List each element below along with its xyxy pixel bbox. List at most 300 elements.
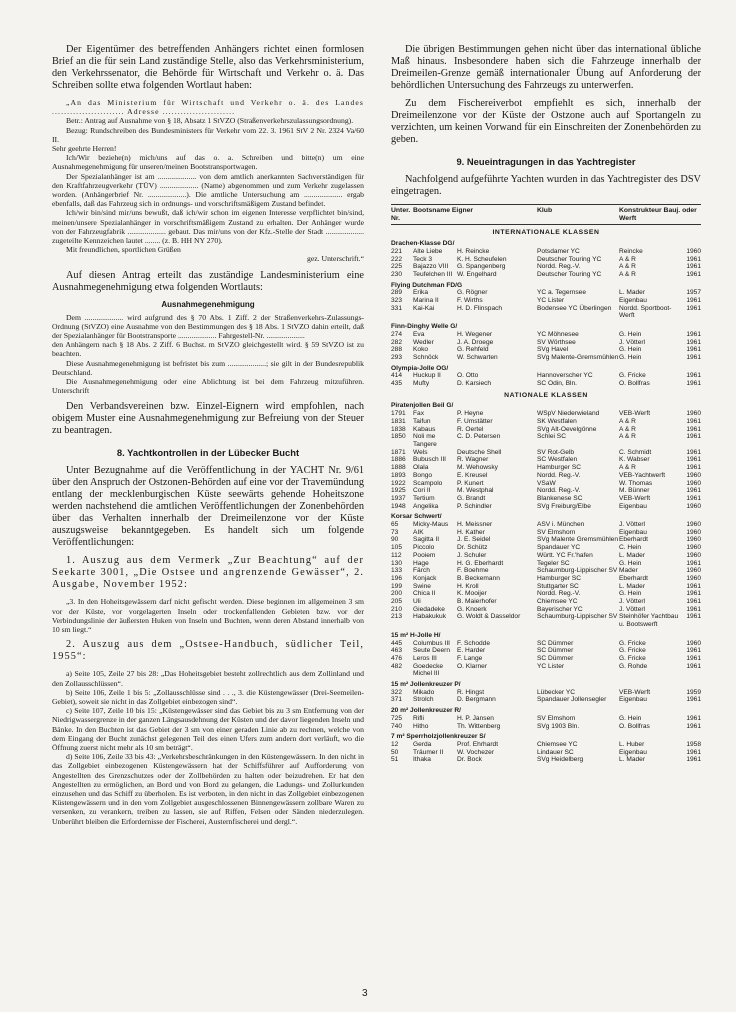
boat-name: Chica II: [413, 590, 436, 598]
owner: H. Meissner: [457, 521, 493, 529]
table-row: [391, 372, 701, 380]
club: Hannoverscher YC: [537, 372, 593, 380]
year: 1961: [686, 582, 701, 590]
letter-line: Betr.: Antrag auf Ausnahme von § 18, Absatz 1 StVZO (Straßenverkehrszulassungsordnung).: [66, 116, 354, 126]
sail-number: 205: [391, 598, 403, 606]
owner: E. Kreusel: [457, 471, 488, 479]
owner: H. D. Flinspach: [457, 304, 503, 312]
class-name: 7 m² Sperrholzjollenkreuzer S/: [391, 733, 486, 741]
ausnahme-line: Diese Ausnahmegenehmigung ist befristet bis zum ....................; sie gilt in der Bundesrepublik Deutschland.: [52, 358, 364, 377]
owner: F. Lange: [457, 654, 483, 662]
boat-name: Wels: [413, 448, 428, 456]
year: 1961: [686, 662, 701, 670]
owner: H. G. Eberhardt: [457, 559, 504, 567]
builder: J. Vötterl: [619, 598, 646, 606]
year: 1961: [686, 380, 701, 388]
ausnahme-line: Die Ausnahmegenehmigung oder eine Ablichtung ist bei dem Fahrzeug mitzuführen. Unterschrift: [52, 377, 364, 396]
sail-number: 1925: [391, 487, 406, 495]
boat-name: Teck 3: [413, 255, 433, 263]
builder: A & R: [619, 263, 636, 271]
year: 1961: [686, 654, 701, 662]
quote-item: a) Seite 105, Zeile 27 bis 28: „Das Hoheitsgebiet besteht zollrechtlich aus dem Zollinland und den Zollausschlüssen“.: [52, 669, 364, 688]
club: YC Lister: [537, 662, 565, 670]
sail-number: 445: [391, 639, 403, 647]
sail-number: 331: [391, 304, 403, 312]
sail-number: 1850: [391, 433, 406, 441]
builder: G. Hein: [619, 330, 642, 338]
quote: „3. In den Hoheitsgewässern darf nicht gefischt werden. Diese beginnen im allgemeinen 3 sm vor der Küste, vor vorgelagerten Inseln oder trockenfallenden Gebieten bzw. vor der Verbindungslinie der äußersten Huken von Inseln und Buchten, wenn deren Abstand innerhalb von 10 sm liegt.“: [52, 597, 364, 635]
table-row: [391, 418, 701, 426]
boat-name: Angelika: [413, 502, 439, 510]
club: Chiemsee YC: [537, 598, 578, 606]
year: 1960: [686, 479, 701, 487]
section-heading-9: 9. Neueintragungen in das Yachtregister: [456, 156, 636, 167]
list-item-heading: 1. Auszug aus dem Vermerk „Zur Beachtung“ auf der Seekarte 3001, „Die Ostsee und angrenzende Gewässer“, 2. Ausgabe, November 1952:: [52, 555, 364, 591]
sail-number: 414: [391, 372, 403, 380]
table-row: [391, 560, 701, 568]
club: Deutscher Touring YC: [537, 255, 602, 263]
table-row: [391, 346, 701, 354]
club: Bayerischer YC: [537, 605, 583, 613]
builder: A & R: [619, 255, 636, 263]
boat-name: Strolch: [413, 696, 434, 704]
year: 1961: [686, 494, 701, 502]
boat-name: Olala: [413, 464, 429, 472]
table-row: [391, 544, 701, 552]
boat-name: Hitho: [413, 722, 429, 730]
builder: A & R: [619, 425, 636, 433]
builder: L. Mader: [619, 289, 646, 297]
table-row: [391, 756, 701, 764]
sail-number: 371: [391, 696, 403, 704]
year: 1961: [686, 330, 701, 338]
club: SC Odin, Bln.: [537, 380, 577, 388]
sail-number: 1871: [391, 448, 406, 456]
table-row: [391, 503, 701, 511]
owner: K. H. Scheufelen: [457, 255, 507, 263]
boat-name: Mikado: [413, 688, 435, 696]
paragraph: Unter Bezugnahme auf die Veröffentlichung in der YACHT Nr. 9/61 über den Anspruch der Ostzonen-Behörden auf eine vor der Travemündung entlang der mecklenburgischen Küste seewärts gehende Hoheitszone werden nachstehend die amtlichen Veröffentlichungen der Zonenbehörden über das Verhalten innerhalb der Dreimeilenzone vor der Küste auszugsweise bekanntgegeben. Es handelt sich um folgende Veröffentlichungen:: [52, 465, 364, 549]
year: 1961: [686, 417, 701, 425]
sail-number: 435: [391, 380, 403, 388]
builder: K. Wabser: [619, 456, 650, 464]
builder: G. Rohde: [619, 662, 648, 670]
owner: Th. Wittenberg: [457, 722, 501, 730]
owner: H. Reincke: [457, 247, 490, 255]
ausnahme-title: Ausnahmegenehmigung: [161, 299, 255, 309]
club: Schlei SC: [537, 433, 566, 441]
quote-item: d) Seite 106, Zeile 33 bis 43: „Verkehrsbeschränkungen in den Küstengewässern. In den nicht in das Zollgebiet einbezogenen Küstengewässern hat der Schiffsführer auf Aufforderung von Angestellten des Grenzschutzes oder der Zollbehörden zu halten oder beizudrehen. Er hat den Angestellten zu ermöglichen, an Bord und von Bord zu gelangen, die Ladungs- und Zollurkunden einzusehen und das Schiff zu überholen. Es ist verboten, in den nicht in das Zollgebiet einbezogenen Küstengewässern und in den vom Zollgebiet ausgeschlossenen Binnengewässern zollbare Waren zu versenken, zu verankern, treiben zu lassen, sie auf Riffen, Felsen oder Sänden niederzulegen. Unberührt bleiben die Erfordernisse der Fischerei, Austernfischerei und dergl.“.: [52, 752, 364, 826]
table-row: [391, 723, 701, 731]
owner: Dr. Bock: [457, 756, 482, 764]
table-row: [391, 433, 701, 448]
club: Chiemsee YC: [537, 741, 578, 748]
builder: G. Fricke: [619, 372, 646, 380]
list-item-heading: 2. Auszug aus dem „Ostsee-Handbuch, südlicher Teil, 1955“:: [52, 639, 364, 663]
class-name: Drachen-Klasse DG/: [391, 240, 455, 248]
boat-name: Habakukuk: [413, 613, 446, 621]
year: 1960: [686, 247, 701, 255]
boat-name: Erika: [413, 289, 429, 297]
sail-number: 1922: [391, 479, 406, 487]
owner: D. Karsiech: [457, 380, 492, 388]
club: Spandauer Jollensegler: [537, 696, 607, 704]
table-row: [391, 606, 701, 614]
quote-list: [52, 669, 364, 825]
club: ASV i. München: [537, 521, 585, 529]
year: 1957: [686, 289, 701, 297]
boat-name: Seute Deern: [413, 647, 451, 655]
header-boat-owner: Bootsname Eigner: [413, 207, 474, 214]
builder: A & R: [619, 464, 636, 472]
builder: L. Huber: [619, 741, 645, 748]
year: 1961: [686, 270, 701, 278]
year: 1961: [686, 456, 701, 464]
letter-line: Sehr geehrte Herren!: [52, 144, 117, 154]
club: Hamburger SC: [537, 574, 581, 582]
sail-number: 130: [391, 559, 403, 567]
year: 1961: [686, 372, 701, 380]
boat-name: Schnöck: [413, 353, 439, 361]
boat-name: Giedadeke: [413, 605, 445, 613]
sail-number: 293: [391, 353, 403, 361]
boat-name: Kabaus: [413, 425, 436, 433]
class-name: Piratenjollen Beil G/: [391, 402, 454, 410]
intro-paragraph: Der Eigentümer des betreffenden Anhängers richtet einen formlosen Brief an die für sein Land zuständige Stelle, also das Verkehrsministerium, den Verkehrssenator, die Behörde für Wirtschaft und Verkehr o. ä. Das Schreiben sollte etwa folgenden Wortlaut haben:: [52, 44, 364, 91]
builder: Eberhardt: [619, 574, 648, 582]
sail-number: 1888: [391, 464, 406, 472]
year: 1959: [686, 688, 701, 696]
year: 1961: [686, 338, 701, 346]
sail-number: 225: [391, 263, 403, 271]
boat-name: Mufty: [413, 380, 430, 388]
table-row: [391, 339, 701, 347]
owner: H. Kather: [457, 528, 485, 536]
builder: A & R: [619, 270, 636, 278]
sail-number: 112: [391, 551, 402, 559]
club: SVg Alt-Oevelgönne: [537, 425, 597, 433]
builder: G. Fricke: [619, 654, 646, 662]
boat-name: Sagitta II: [413, 536, 440, 544]
club: VSaW: [537, 479, 556, 487]
owner: J. Schuler: [457, 551, 487, 559]
club: SVg Heidelberg: [537, 756, 584, 764]
sail-number: 323: [391, 297, 403, 305]
table-row: [391, 464, 701, 472]
club: SVg Malente-Gremsmühlen: [537, 353, 619, 361]
year: 1960: [686, 410, 701, 418]
club: Schaumburg-Lippischer SV: [537, 613, 618, 621]
class-name: Flying Dutchman FD/G: [391, 281, 463, 289]
builder: G. Hein: [619, 346, 642, 354]
boat-name: Huckup II: [413, 372, 441, 380]
builder: O. Bollfras: [619, 722, 650, 730]
header-nr: Unter. Nr.: [391, 207, 411, 222]
boat-name: Pooiem: [413, 551, 436, 559]
owner: P. Heyne: [457, 410, 484, 418]
year: 1960: [686, 502, 701, 510]
boat-name: Noli me Tangere: [413, 433, 437, 448]
section-heading-8: 8. Yachtkontrollen in der Lübecker Bucht: [116, 447, 300, 459]
year: 1961: [686, 722, 701, 730]
boat-name: Kai-Kai: [413, 304, 435, 312]
club: SV Wörthsee: [537, 338, 576, 346]
year: 1960: [686, 521, 701, 529]
sail-number: 12: [391, 741, 399, 748]
boat-name: Alte Liebe: [413, 247, 443, 255]
club: Tegeler SC: [537, 559, 570, 567]
quote-item: c) Seite 107, Zeile 10 bis 15: „Küstengewässer sind das Gebiet bis zu 3 sm Entfernung von der Niedrigwassergrenze in der ganzen Längsausdehnung der Küsten und der davor liegenden Inseln und Bänke. In den Buchten ist das Gebiet der 3 sm von einer geraden Linie ab zu rechnen, welche von dem Eingang der Bucht zunächst gelegenen Teil des einen Ufers zum andern dort verläuft, wo die Öffnung zuerst nicht mehr als 10 sm beträgt“.: [52, 706, 364, 752]
builder: L. Mader: [619, 756, 646, 764]
builder: L. Mader: [619, 551, 646, 559]
builder: W. Thomas: [619, 479, 653, 487]
builder: Eigenbau: [619, 748, 647, 756]
owner: P. Kunert: [457, 479, 484, 487]
signature: gez. Unterschrift.“: [307, 254, 364, 264]
ausnahme-line: Dem .................... wird aufgrund des § 70 Abs. 1 Ziff. 2 der Straßenverkehrs-Zulassungs-Ordnung (StVZO) eine Ausnahme von den Bestimmungen des § 18 Abs. 1 StVZO dahin erteilt, daß der Spezialanhänger für Bootstransporte .................... Fahrgestell-Nr. ....................: [52, 312, 364, 341]
boat-name: Leros III: [413, 654, 437, 662]
year: 1961: [686, 464, 701, 472]
year: 1961: [686, 263, 701, 271]
boat-name: Bubusch III: [413, 456, 446, 464]
club: SV Elmshorn: [537, 714, 576, 722]
table-row: [391, 536, 701, 544]
sail-number: 65: [391, 521, 399, 529]
year: 1961: [686, 433, 701, 441]
table-row: [391, 354, 701, 362]
club: SC Dümmer: [537, 639, 574, 647]
owner: F. Wirths: [457, 297, 483, 305]
builder: Eigenbau: [619, 297, 647, 305]
owner: P. Schindler: [457, 502, 492, 510]
boat-name: Färch: [413, 567, 430, 575]
table-row: [391, 696, 701, 704]
builder: VEB-Werft: [619, 688, 651, 696]
boat-name: Columbus III: [413, 639, 451, 647]
table-row: [391, 449, 701, 457]
builder: G. Hein: [619, 714, 642, 722]
table-row: [391, 655, 701, 663]
owner: F. Schodde: [457, 639, 490, 647]
sail-number: 196: [391, 574, 403, 582]
boat-name: Tertium: [413, 494, 435, 502]
ausnahme-text: [52, 313, 364, 396]
builder: VEB-Werft: [619, 410, 651, 418]
boat-name: Micky-Maus: [413, 521, 449, 529]
club: Lübecker YC: [537, 688, 575, 696]
sail-number: 73: [391, 528, 399, 536]
owner: E. Harder: [457, 647, 486, 655]
boat-name: Goedecke Michel III: [413, 662, 444, 678]
boat-name: Scampolo: [413, 479, 443, 487]
sail-number: 213: [391, 613, 403, 621]
table-row: [391, 575, 701, 583]
owner: J. A. Droege: [457, 338, 494, 346]
table-row: [391, 271, 701, 279]
sail-number: 322: [391, 688, 403, 696]
owner: D. Bergmann: [457, 696, 496, 704]
builder: G. Hein: [619, 590, 642, 598]
table-row: [391, 749, 701, 757]
sail-number: 200: [391, 590, 403, 598]
year: 1961: [686, 647, 701, 655]
owner: W. Engelhard: [457, 270, 497, 278]
table-body: [391, 240, 701, 764]
ausnahme-line: den Anhängern nach § 18 Abs. 2 Ziff. 6 Buchst. m StVZO gleichgestellt wird. § 59 StVZO ist zu beachten.: [52, 340, 364, 359]
table-row: [391, 487, 701, 495]
year: 1960: [686, 471, 701, 479]
owner: R. Hingst: [457, 688, 485, 696]
header-builder: Konstrukteur Bauj. oder Werft: [619, 207, 697, 222]
owner: G. Woldt & Dasseldor: [457, 613, 521, 621]
year: 1961: [686, 353, 701, 361]
club: SV Elmshorn: [537, 528, 576, 536]
builder: A & R: [619, 433, 636, 441]
club: Nordd. Reg.-V.: [537, 471, 581, 479]
class-name: Olympia-Jolle OG/: [391, 364, 449, 372]
builder: Steinhöfer Yachtbau u. Bootswerft: [619, 613, 679, 629]
class-name: 15 m² Jollenkreuzer P/: [391, 681, 461, 689]
builder: G. Hein: [619, 353, 642, 361]
table-row: [391, 529, 701, 537]
year: 1961: [686, 756, 701, 764]
sail-number: 1937: [391, 494, 406, 502]
table-row: [391, 305, 701, 320]
table-row: [391, 331, 701, 339]
owner: B. Maierhofer: [457, 598, 497, 606]
club: SK Westfalen: [537, 417, 577, 425]
owner: J. E. Seidel: [457, 536, 491, 544]
year: 1960: [686, 528, 701, 536]
builder: Eberhardt: [619, 536, 648, 544]
table-row: [391, 613, 701, 628]
builder: G. Fricke: [619, 639, 646, 647]
boat-name: Ithaka: [413, 756, 431, 764]
club: Schaumburg-Lippischer SV: [537, 567, 618, 575]
owner: O. Klarner: [457, 662, 488, 670]
class-name: Finn-Dinghy Welle G/: [391, 323, 458, 331]
quote-item: b) Seite 106, Zeile 1 bis 5: „Zollausschlüsse sind . . ., 3. die Küstengewässer (Drei-Seemeilen-Gebiet), soweit sie nicht in das Zollgebiet einbezogen sind“.: [52, 687, 364, 706]
sail-number: 282: [391, 338, 403, 346]
sail-number: 222: [391, 255, 403, 263]
table-row: [391, 480, 701, 488]
builder: VEB-Werft: [619, 494, 651, 502]
table-row: [391, 640, 701, 648]
table-row: [391, 590, 701, 598]
table-row: [391, 495, 701, 503]
owner: G. Rehfeld: [457, 346, 489, 354]
club: Württ. YC Fr.'hafen: [537, 551, 593, 559]
sail-number: 230: [391, 270, 403, 278]
table-row: [391, 583, 701, 591]
boat-name: Koko: [413, 346, 429, 354]
table-row: [391, 472, 701, 480]
boat-name: Gerda: [413, 741, 432, 748]
club: Lindauer SC: [537, 748, 574, 756]
builder: J. Vötterl: [619, 338, 646, 346]
year: 1961: [686, 613, 701, 621]
intl-classes-title: INTERNATIONALE KLASSEN: [492, 229, 600, 237]
owner: W. Vochezer: [457, 748, 495, 756]
table-row: [391, 289, 701, 297]
sail-number: 199: [391, 582, 403, 590]
owner: F. Boehme: [457, 567, 489, 575]
club: Nordd. Reg.-V.: [537, 487, 581, 495]
owner: Deutsche Shell: [457, 448, 502, 456]
owner: B. Beckemann: [457, 574, 500, 582]
sail-number: 274: [391, 330, 403, 338]
boat-name: Träumer II: [413, 748, 444, 756]
table-row: [391, 263, 701, 271]
paragraph: Den Verbandsvereinen bzw. Einzel-Eignern wird empfohlen, nach obigem Muster eine Ausnahmegenehmigung zur Befreiung von der Steuer zu beantragen.: [52, 401, 364, 437]
boat-name: Fax: [413, 410, 424, 418]
builder: Eigenbau: [619, 502, 647, 510]
builder: Reincke: [619, 247, 643, 255]
builder: Nordd. Sportboot-Werft: [619, 304, 672, 320]
club: YC Lister: [537, 297, 565, 305]
club: SVg Freiburg/Elbe: [537, 502, 591, 510]
table-row: [391, 647, 701, 655]
year: 1961: [686, 714, 701, 722]
year: 1960: [686, 551, 701, 559]
builder: M. Bünner: [619, 487, 650, 495]
owner: H. Wegener: [457, 330, 493, 338]
builder: G. Fricke: [619, 647, 646, 655]
table-header: [391, 204, 701, 225]
builder: J. Vötterl: [619, 521, 646, 529]
club: WSpV Niederwieland: [537, 410, 600, 418]
paragraph: Auf diesen Antrag erteilt das zuständige Landesministerium eine Ausnahmegenehmigung etwa folgenden Wortlauts:: [52, 269, 364, 293]
table-row: [391, 552, 701, 560]
owner: G. Spangenberg: [457, 263, 506, 271]
club: Nordd. Reg.-V.: [537, 263, 581, 271]
owner: F. Umstätter: [457, 417, 493, 425]
boat-name: Taifun: [413, 417, 431, 425]
table-row: [391, 380, 701, 388]
club: SC Dümmer: [537, 647, 574, 655]
national-classes-title: NATIONALE KLASSEN: [504, 391, 588, 399]
club: YC a. Tegernsee: [537, 289, 586, 297]
boat-name: Marina II: [413, 297, 439, 305]
table-row: [391, 410, 701, 418]
boat-name: Teufelchen III: [413, 270, 453, 278]
year: 1960: [686, 536, 701, 544]
builder: C. Schmidt: [619, 448, 652, 456]
owner: R. Wagner: [457, 456, 489, 464]
boat-name: Eva: [413, 330, 425, 338]
sail-number: 1791: [391, 410, 406, 418]
owner: G. Rögner: [457, 289, 488, 297]
paragraph: Die übrigen Bestimmungen gehen nicht über das international übliche Maß hinaus. Insbesondere haben sich die Fahrzeuge innerhalb der Dreimeilen-Grenze gemäß internationaler Übung auf Anforderung der behördlichen Untersuchung des Fahrzeugs zu unterwerfen.: [391, 44, 701, 91]
club: SVg Havel: [537, 346, 569, 354]
table-row: [391, 297, 701, 305]
year: 1961: [686, 598, 701, 606]
class-name: 20 m² Jollenkreuzer R/: [391, 707, 461, 715]
builder: Eigenbau: [619, 528, 647, 536]
paragraph: Zu dem Fischereiverbot empfiehlt es sich, innerhalb der Dreimeilenzone vor der Küste der Ostzone auch auf Sportangeln zu verzichten, um keinen Vorwand für ein Einschreiten der Zonenbehörden zu geben.: [391, 98, 701, 145]
right-column: [391, 44, 701, 764]
paragraph: Nachfolgend aufgeführte Yachten wurden in das Yachtregister des DSV eingetragen.: [391, 174, 701, 197]
builder: Eigenbau: [619, 696, 647, 704]
letter-line: Ich/wir bin/sind mir/uns bewußt, daß ich/wir schon im eigenen Interesse verpflichtet bin/sind, meinen/unsere Spezialanhänger in vorschriftsmäßigem Zustand zu erhalten. Der Anhänger wurde von der Fahrzeugfabrik .................... gebaut. Das mir/uns von der Kfz.-Stelle der Stadt .................... zugeteilte Kennzeichen lautet ........ (z. B. HH NY 270).: [52, 208, 364, 246]
club: Nordd. Reg.-V.: [537, 590, 581, 598]
table-row: [391, 521, 701, 529]
boat-name: Bongo: [413, 471, 433, 479]
club: Blankenese SC: [537, 494, 583, 502]
owner: O. Otto: [457, 372, 479, 380]
boat-name: Piccolo: [413, 544, 435, 552]
sail-number: 210: [391, 605, 403, 613]
